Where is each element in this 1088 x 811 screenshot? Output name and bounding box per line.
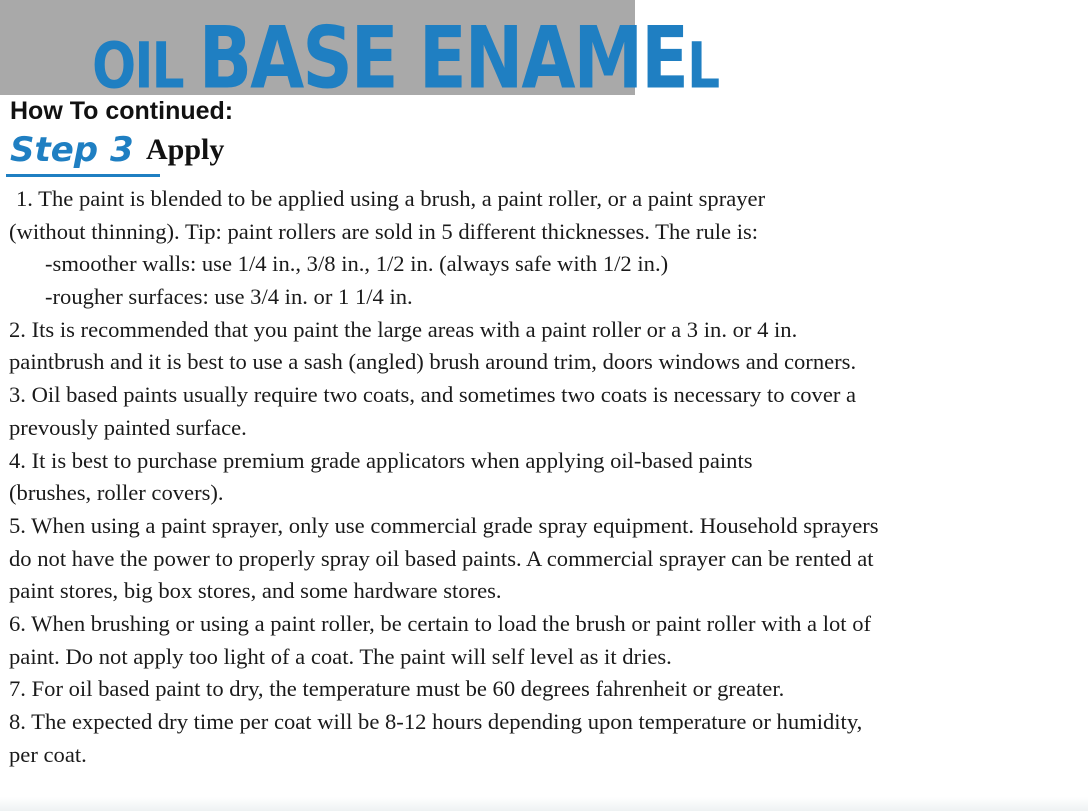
instruction-line: -rougher surfaces: use 3/4 in. or 1 1/4 in.	[45, 284, 413, 310]
instruction-line: 4. It is best to purchase premium grade applicators when applying oil-based paints	[9, 447, 753, 473]
instruction-line: 7. For oil based paint to dry, the temperature must be 60 degrees fahrenheit or greater.	[9, 676, 785, 702]
instruction-line: 5. When using a paint sprayer, only use commercial grade spray equipment. Household sprayers	[9, 512, 879, 538]
instruction-line: 6. When brushing or using a paint roller, be certain to load the brush or paint roller with a lot of	[9, 610, 872, 636]
banner-title-part-3: L	[686, 29, 719, 104]
instruction-line: (brushes, roller covers).	[9, 480, 224, 506]
banner-title-part-1: OIL	[92, 29, 199, 104]
banner-title-part-2: BASE ENAME	[198, 8, 687, 109]
instruction-line: prevously painted surface.	[9, 414, 247, 440]
instruction-line: paint. Do not apply too light of a coat. The paint will self level as it dries.	[9, 643, 672, 669]
instruction-line: paintbrush and it is best to use a sash (angled) brush around trim, doors windows and corners.	[9, 349, 857, 375]
title-banner	[0, 0, 719, 109]
section-subtitle: How To continued:	[10, 97, 234, 125]
instruction-line: 8. The expected dry time per coat will be 8-12 hours depending upon temperature or humidity,	[9, 709, 863, 734]
step-underline	[6, 174, 160, 177]
instructions-body	[9, 183, 1084, 771]
bottom-edge	[0, 797, 1088, 811]
instruction-line: 2. Its is recommended that you paint the large areas with a paint roller or a 3 in. or 4 in.	[9, 316, 798, 342]
step-label: Step 3	[10, 130, 134, 170]
instruction-line: 3. Oil based paints usually require two coats, and sometimes two coats is necessary to cover a	[9, 382, 857, 408]
instruction-line: -smoother walls: use 1/4 in., 3/8 in., 1/2 in. (always safe with 1/2 in.)	[45, 251, 669, 277]
banner-title	[92, 8, 718, 108]
instruction-line: paint stores, big box stores, and some hardware stores.	[9, 578, 502, 604]
instruction-line: (without thinning). Tip: paint rollers are sold in 5 different thicknesses. The rule is:	[9, 218, 759, 244]
instruction-line: per coat.	[9, 741, 87, 767]
step-action: Apply	[146, 133, 225, 166]
instruction-line: 1. The paint is blended to be applied using a brush, a paint roller, or a paint sprayer	[16, 186, 766, 211]
instruction-line: do not have the power to properly spray oil based paints. A commercial sprayer can be rented at	[9, 545, 874, 571]
